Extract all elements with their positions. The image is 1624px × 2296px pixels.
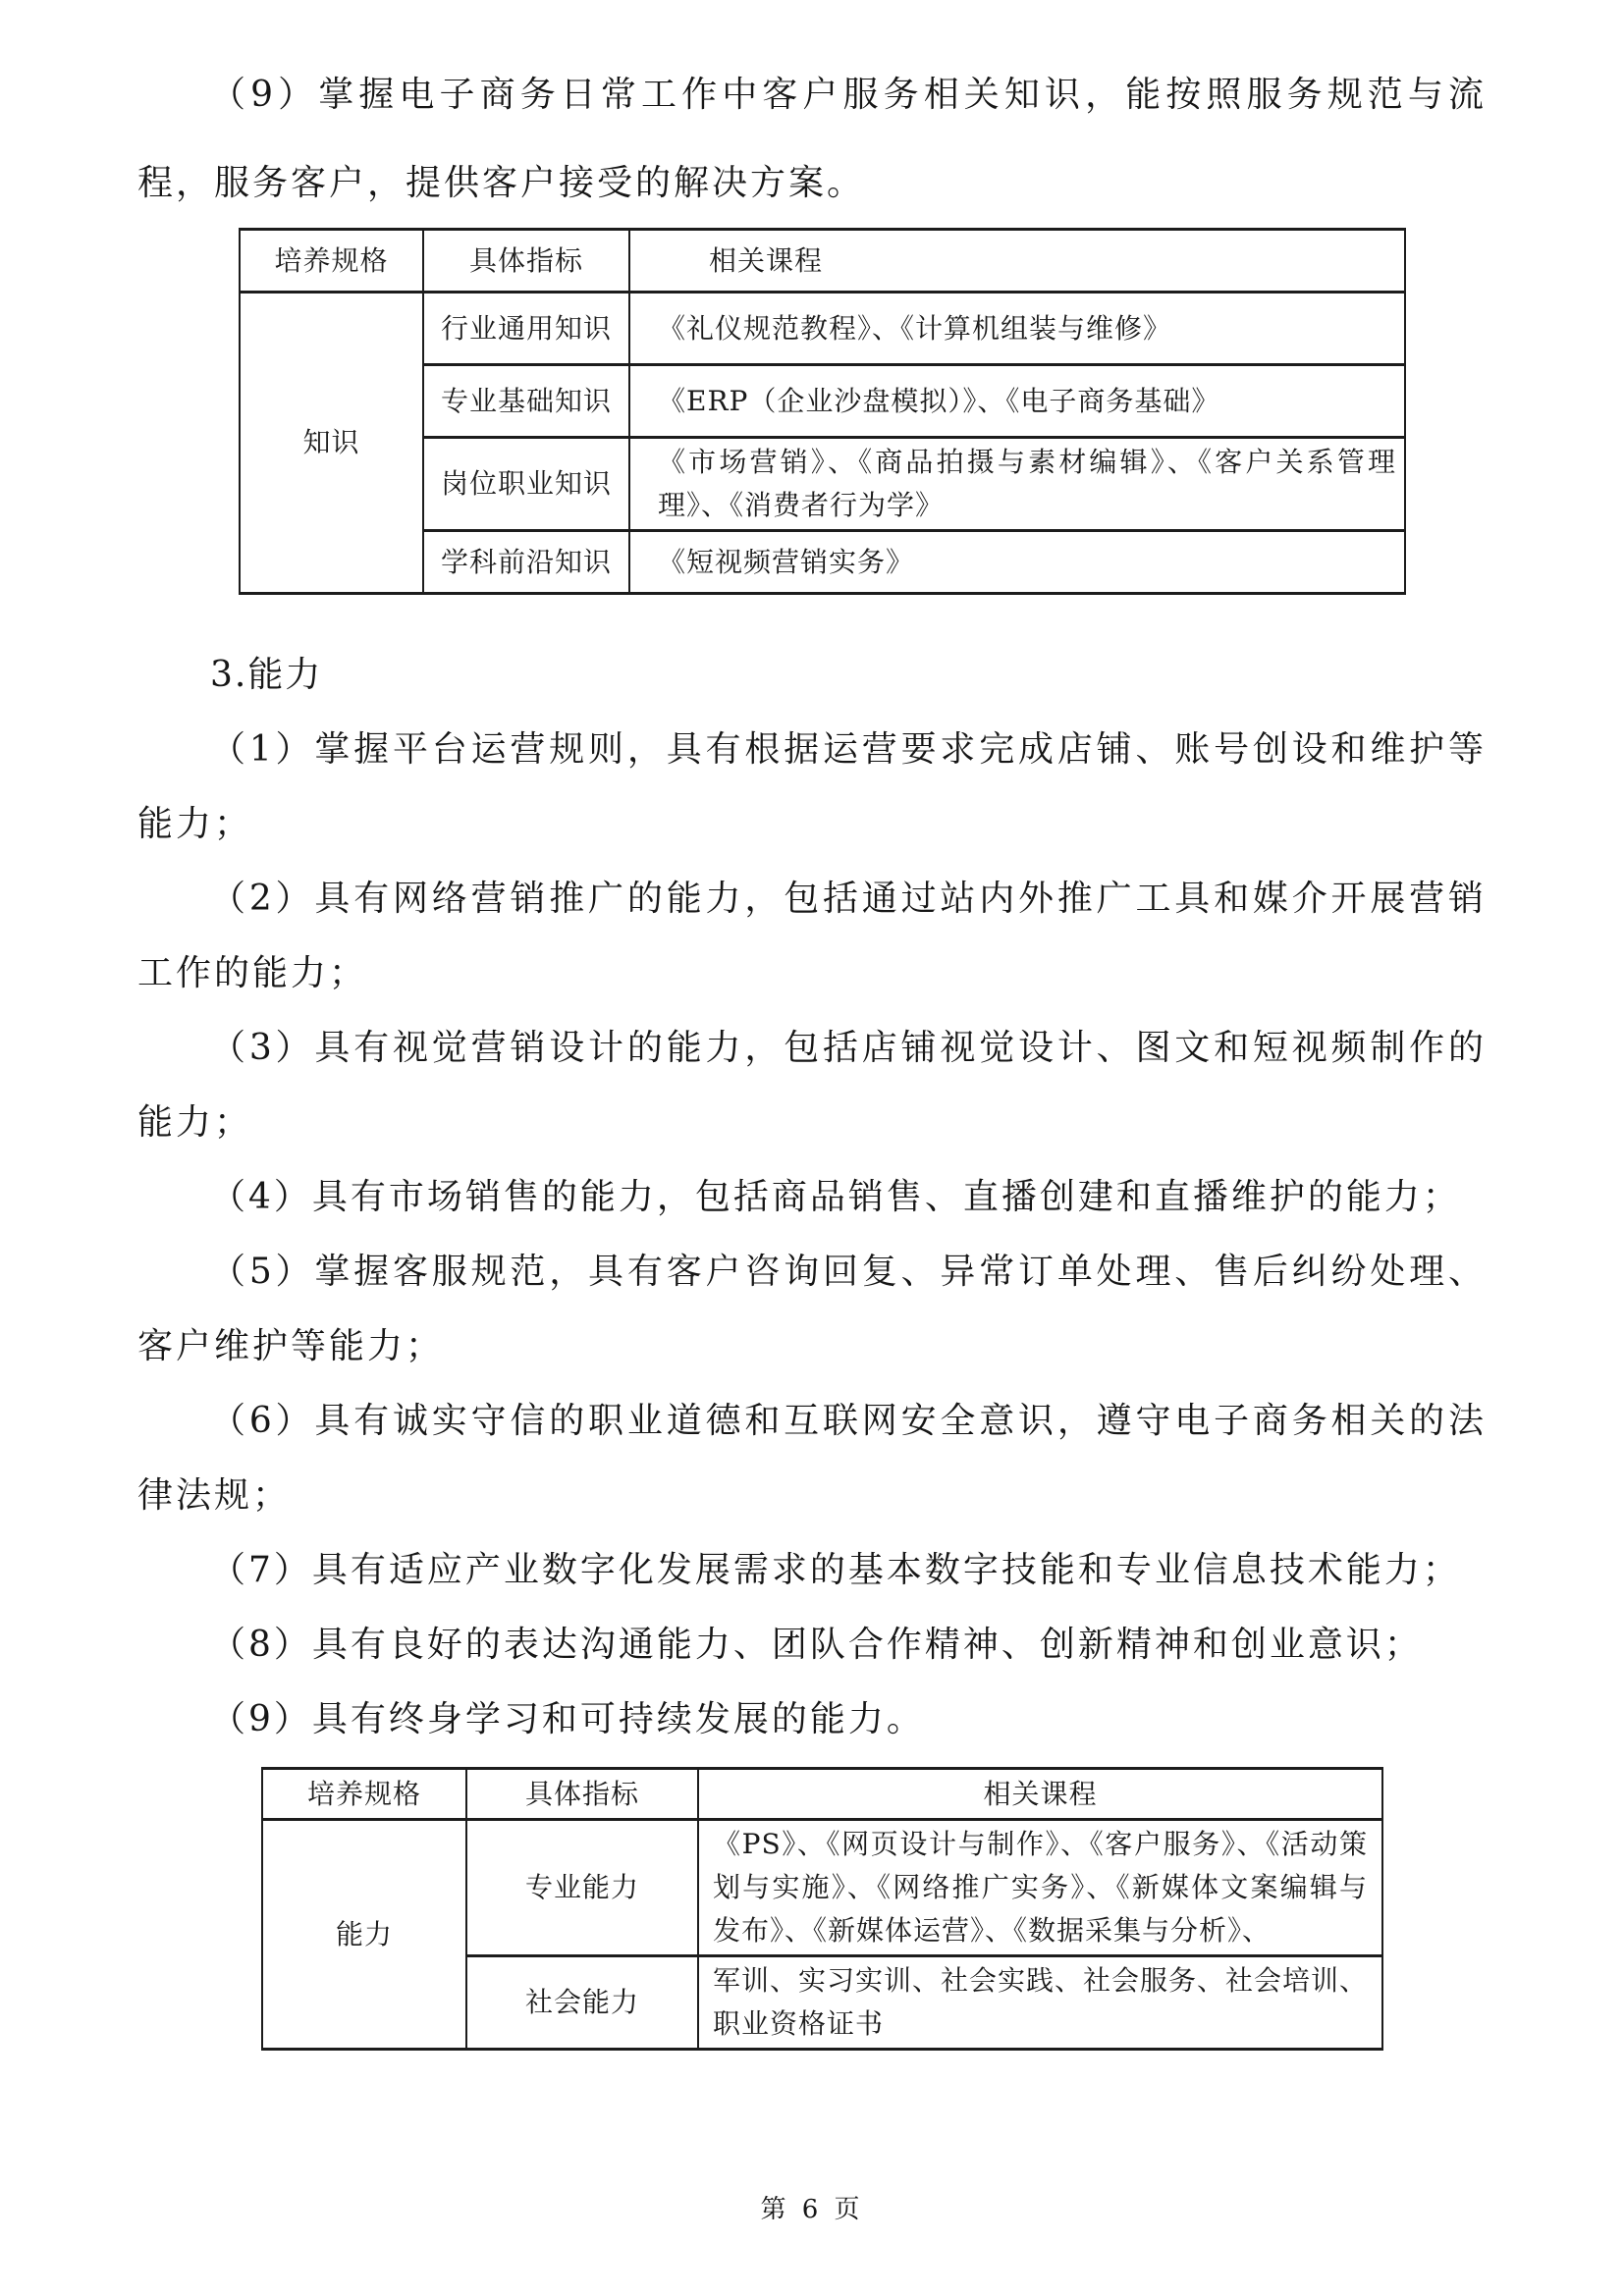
section-heading-ability: 3.能力	[210, 655, 323, 695]
indicator-cell: 社会能力	[466, 1956, 698, 2050]
indicator-cell: 学科前沿知识	[423, 531, 629, 594]
courses-cell: 军训、实习实训、社会实践、社会服务、社会培训、职业资格证书	[698, 1956, 1382, 2050]
header-cell-courses: 相关课程	[698, 1769, 1382, 1820]
courses-cell: 《短视频营销实务》	[629, 531, 1405, 594]
header-cell-courses: 相关课程	[629, 230, 1405, 293]
ability-item-3: （3）具有视觉营销设计的能力，包括店铺视觉设计、图文和短视频制作的能力；	[137, 1028, 1487, 1143]
ability-item-7: （7）具有适应产业数字化发展需求的基本数字技能和专业信息技术能力；	[210, 1550, 1461, 1590]
ability-item-5: （5）掌握客服规范，具有客户咨询回复、异常订单处理、售后纠纷处理、客户维护等能力；	[137, 1252, 1487, 1366]
header-cell-indicator: 具体指标	[423, 230, 629, 293]
table-row	[240, 293, 1405, 365]
header-cell-indicator: 具体指标	[466, 1769, 698, 1820]
courses-cell: 《PS》、《网页设计与制作》、《客户服务》、《活动策划与实施》、《网络推广实务》、《新媒体文案编辑与发布》、《新媒体运营》、《数据采集与分析》、	[698, 1820, 1382, 1956]
indicator-cell: 行业通用知识	[423, 293, 629, 365]
ability-item-4: （4）具有市场销售的能力，包括商品销售、直播创建和直播维护的能力；	[210, 1177, 1461, 1217]
courses-cell: 《礼仪规范教程》、《计算机组装与维修》	[629, 293, 1405, 365]
row-label-ability: 能力	[262, 1820, 466, 2050]
courses-cell: 《ERP（企业沙盘模拟）》、《电子商务基础》	[629, 365, 1405, 438]
table-header-row	[262, 1769, 1382, 1820]
ability-item-1: （1）掌握平台运营规则，具有根据运营要求完成店铺、账号创设和维护等能力；	[137, 729, 1487, 844]
knowledge-courses-table	[239, 228, 1406, 595]
ability-item-8: （8）具有良好的表达沟通能力、团队合作精神、创新精神和创业意识；	[210, 1625, 1423, 1665]
header-cell-spec: 培养规格	[240, 230, 423, 293]
header-cell-spec: 培养规格	[262, 1769, 466, 1820]
ability-item-2: （2）具有网络营销推广的能力，包括通过站内外推广工具和媒介开展营销工作的能力；	[137, 879, 1487, 993]
courses-cell: 《市场营销》、《商品拍摄与素材编辑》、《客户关系管理理》、《消费者行为学》	[629, 438, 1405, 531]
row-label-knowledge: 知识	[240, 293, 423, 594]
ability-item-6: （6）具有诚实守信的职业道德和互联网安全意识，遵守电子商务相关的法律法规；	[137, 1401, 1487, 1516]
indicator-cell: 岗位职业知识	[423, 438, 629, 531]
page-number-footer: 第 6 页	[760, 2195, 864, 2224]
paragraph-item-9-knowledge: （9）掌握电子商务日常工作中客户服务相关知识，能按照服务规范与流程，服务客户，提供客户接受的解决方案。	[137, 75, 1487, 203]
ability-courses-table	[261, 1767, 1383, 2051]
indicator-cell: 专业基础知识	[423, 365, 629, 438]
table-row	[262, 1820, 1382, 1956]
table-header-row	[240, 230, 1405, 293]
ability-item-9: （9）具有终身学习和可持续发展的能力。	[210, 1699, 925, 1739]
indicator-cell: 专业能力	[466, 1820, 698, 1956]
